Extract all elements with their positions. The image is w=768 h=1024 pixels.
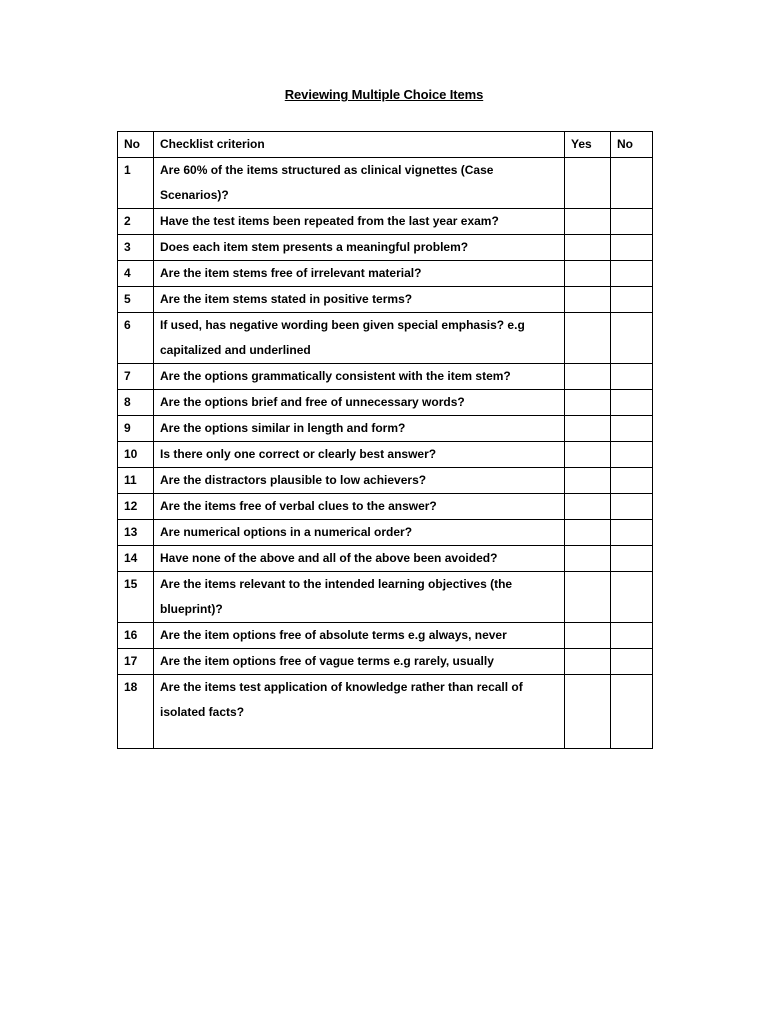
row-criterion: Are numerical options in a numerical order?: [154, 520, 565, 546]
no-cell[interactable]: [611, 313, 653, 364]
row-criterion: If used, has negative wording been given special emphasis? e.g capitalized and underlined: [154, 313, 565, 364]
row-criterion: Are the distractors plausible to low achievers?: [154, 468, 565, 494]
no-cell[interactable]: [611, 623, 653, 649]
table-row: [118, 442, 653, 468]
row-number: 2: [118, 209, 154, 235]
no-cell[interactable]: [611, 209, 653, 235]
no-cell[interactable]: [611, 235, 653, 261]
row-number: 13: [118, 520, 154, 546]
row-number: 6: [118, 313, 154, 364]
row-number: 8: [118, 390, 154, 416]
row-number: 4: [118, 261, 154, 287]
row-number: 5: [118, 287, 154, 313]
yes-cell[interactable]: [565, 390, 611, 416]
row-criterion: Are 60% of the items structured as clinical vignettes (Case Scenarios)?: [154, 158, 565, 209]
header-yes: Yes: [565, 132, 611, 158]
row-criterion: Does each item stem presents a meaningful problem?: [154, 235, 565, 261]
table-row: [118, 520, 653, 546]
row-criterion: Are the options similar in length and form?: [154, 416, 565, 442]
table-row: [118, 261, 653, 287]
row-number: 9: [118, 416, 154, 442]
yes-cell[interactable]: [565, 313, 611, 364]
yes-cell[interactable]: [565, 675, 611, 749]
yes-cell[interactable]: [565, 416, 611, 442]
row-criterion: Are the items free of verbal clues to the answer?: [154, 494, 565, 520]
row-criterion: Are the options grammatically consistent with the item stem?: [154, 364, 565, 390]
table-row: [118, 468, 653, 494]
no-cell[interactable]: [611, 675, 653, 749]
table-row: [118, 209, 653, 235]
row-number: 1: [118, 158, 154, 209]
table-row: [118, 572, 653, 623]
row-number: 14: [118, 546, 154, 572]
table-header-row: [118, 132, 653, 158]
header-no: No: [118, 132, 154, 158]
no-cell[interactable]: [611, 546, 653, 572]
row-criterion: Are the item options free of absolute terms e.g always, never: [154, 623, 565, 649]
row-criterion: Is there only one correct or clearly best answer?: [154, 442, 565, 468]
table-row: [118, 546, 653, 572]
row-criterion: Have none of the above and all of the above been avoided?: [154, 546, 565, 572]
no-cell[interactable]: [611, 520, 653, 546]
no-cell[interactable]: [611, 442, 653, 468]
yes-cell[interactable]: [565, 546, 611, 572]
row-criterion: Are the items relevant to the intended learning objectives (the blueprint)?: [154, 572, 565, 623]
yes-cell[interactable]: [565, 520, 611, 546]
yes-cell[interactable]: [565, 468, 611, 494]
no-cell[interactable]: [611, 158, 653, 209]
no-cell[interactable]: [611, 261, 653, 287]
row-number: 7: [118, 364, 154, 390]
no-cell[interactable]: [611, 390, 653, 416]
table-row: [118, 623, 653, 649]
yes-cell[interactable]: [565, 209, 611, 235]
row-criterion: Are the item options free of vague terms e.g rarely, usually: [154, 649, 565, 675]
table-row: [118, 390, 653, 416]
no-cell[interactable]: [611, 416, 653, 442]
table-row: [118, 313, 653, 364]
checklist-body: [118, 158, 653, 749]
yes-cell[interactable]: [565, 235, 611, 261]
table-row: [118, 649, 653, 675]
row-number: 10: [118, 442, 154, 468]
table-row: [118, 364, 653, 390]
yes-cell[interactable]: [565, 649, 611, 675]
no-cell[interactable]: [611, 494, 653, 520]
no-cell[interactable]: [611, 287, 653, 313]
no-cell[interactable]: [611, 468, 653, 494]
yes-cell[interactable]: [565, 494, 611, 520]
table-row: [118, 287, 653, 313]
row-number: 3: [118, 235, 154, 261]
yes-cell[interactable]: [565, 364, 611, 390]
no-cell[interactable]: [611, 364, 653, 390]
header-no-answer: No: [611, 132, 653, 158]
yes-cell[interactable]: [565, 623, 611, 649]
table-row: [118, 675, 653, 749]
table-row: [118, 416, 653, 442]
row-criterion: Have the test items been repeated from the last year exam?: [154, 209, 565, 235]
header-criterion: Checklist criterion: [154, 132, 565, 158]
yes-cell[interactable]: [565, 572, 611, 623]
row-number: 16: [118, 623, 154, 649]
row-number: 12: [118, 494, 154, 520]
page-title: Reviewing Multiple Choice Items: [284, 87, 484, 102]
row-number: 18: [118, 675, 154, 749]
yes-cell[interactable]: [565, 442, 611, 468]
row-criterion: Are the items test application of knowledge rather than recall of isolated facts?: [154, 675, 565, 749]
table-row: [118, 494, 653, 520]
row-number: 15: [118, 572, 154, 623]
row-number: 17: [118, 649, 154, 675]
yes-cell[interactable]: [565, 261, 611, 287]
yes-cell[interactable]: [565, 287, 611, 313]
row-criterion: Are the item stems stated in positive terms?: [154, 287, 565, 313]
checklist-table: [117, 131, 653, 749]
no-cell[interactable]: [611, 572, 653, 623]
no-cell[interactable]: [611, 649, 653, 675]
row-criterion: Are the item stems free of irrelevant material?: [154, 261, 565, 287]
yes-cell[interactable]: [565, 158, 611, 209]
table-row: [118, 158, 653, 209]
row-criterion: Are the options brief and free of unnecessary words?: [154, 390, 565, 416]
table-row: [118, 235, 653, 261]
row-number: 11: [118, 468, 154, 494]
